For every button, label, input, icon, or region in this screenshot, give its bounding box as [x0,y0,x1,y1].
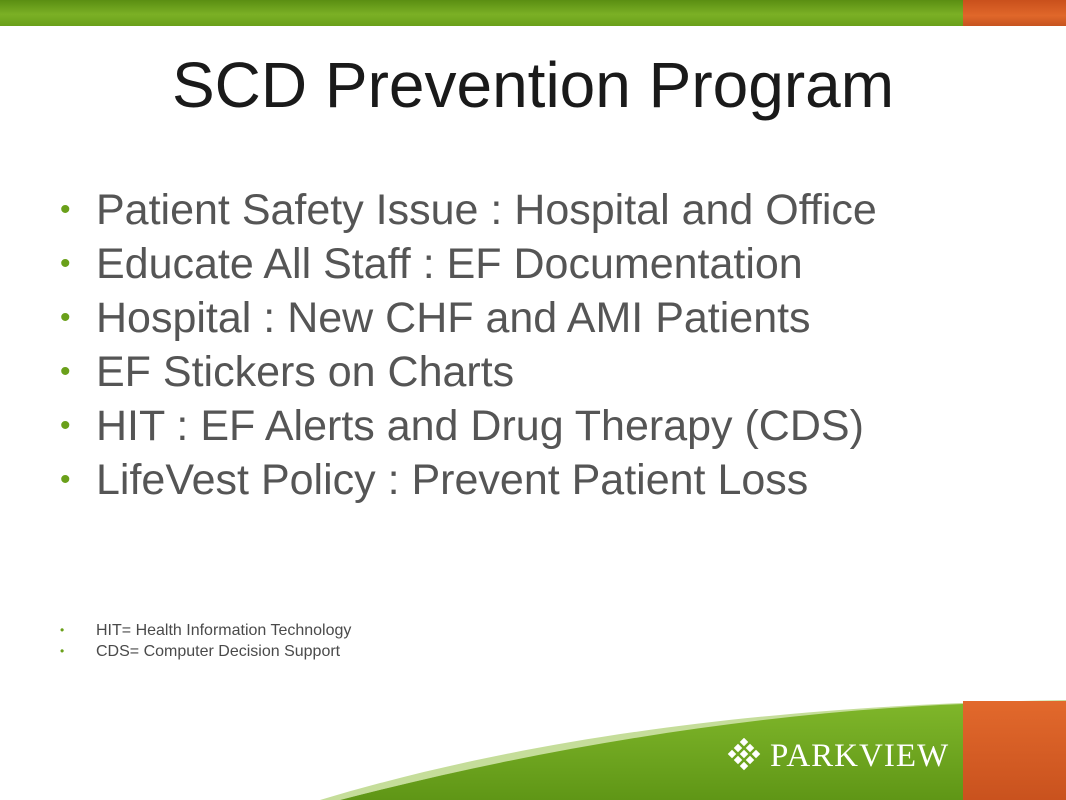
bottom-swoosh [0,660,1066,800]
logo-text: PARKVIEW [770,738,950,774]
top-banner-orange [963,0,1066,26]
bullet-item [58,399,877,453]
bullet-icon: • [60,355,71,388]
bullet-icon: • [60,301,71,334]
bullet-text: EF Stickers on Charts [96,348,515,396]
bullet-icon: • [60,623,65,637]
bullet-icon: • [60,247,71,280]
bullet-text: Educate All Staff : EF Documentation [96,240,803,288]
footnote-text: HIT= Health Information Technology [96,622,352,639]
footnote-text: CDS= Computer Decision Support [96,643,341,660]
bullet-icon: • [60,409,71,442]
bullet-text: LifeVest Policy : Prevent Patient Loss [96,456,809,504]
parkview-logo-icon [726,738,762,774]
bullet-item [58,453,877,507]
bullet-text: HIT : EF Alerts and Drug Therapy (CDS) [96,402,864,450]
top-banner-green [0,0,963,26]
footnote-item [60,620,351,641]
bullet-item [58,183,877,237]
bullet-item [58,291,877,345]
bullet-text: Hospital : New CHF and AMI Patients [96,294,811,342]
bullet-text: Patient Safety Issue : Hospital and Office [96,186,877,234]
footnote-item [60,641,351,662]
swoosh-orange-band [963,701,1066,800]
bullet-item [58,237,877,291]
slide-title: SCD Prevention Program [171,49,895,121]
bullet-item [58,345,877,399]
bullet-icon: • [60,193,71,226]
bullet-icon: • [60,644,65,658]
parkview-logo [726,738,949,774]
footnote-list [60,620,351,662]
bullet-icon: • [60,463,71,496]
bullet-list [58,183,877,507]
